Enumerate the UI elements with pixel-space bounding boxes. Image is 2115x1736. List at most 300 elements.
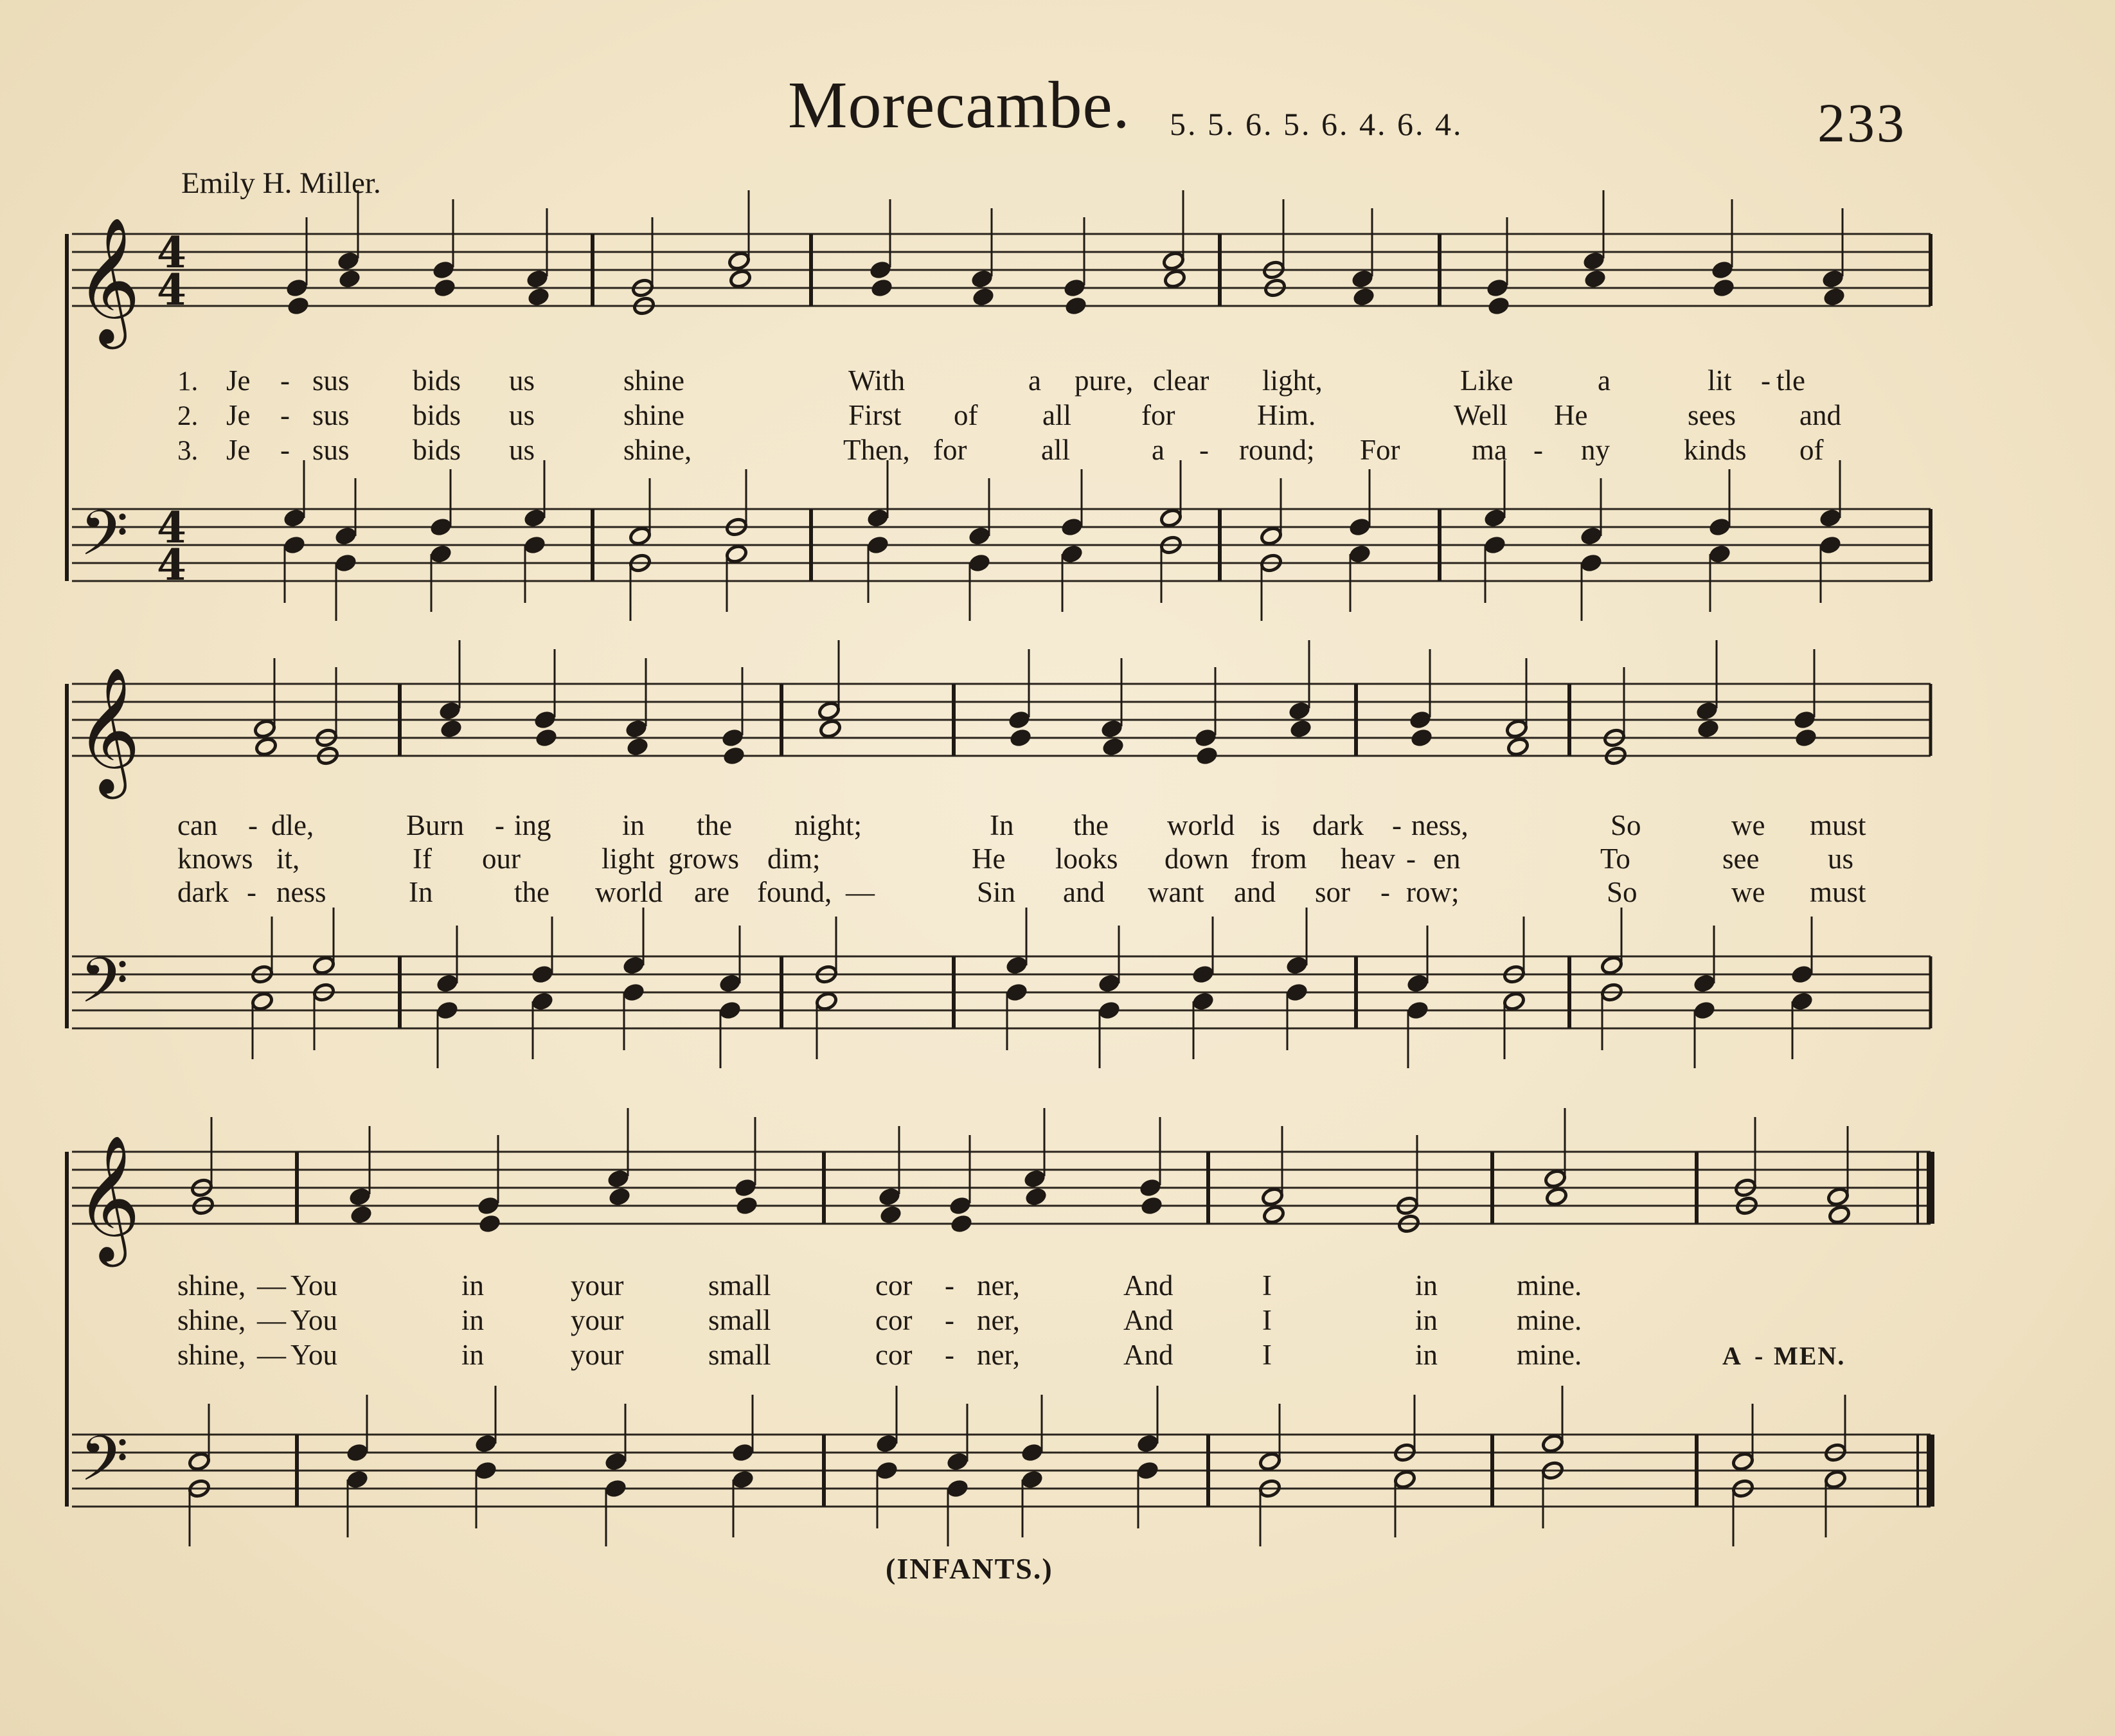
note-head [531,991,554,1012]
note-head [334,526,357,546]
lyric-syllable: ma [1472,434,1507,466]
note-head [478,1213,501,1234]
note-head [629,526,652,546]
note-head [1790,991,1814,1012]
lyric-syllable: small [708,1304,771,1336]
verse-number: 1. [177,366,199,397]
lyric-syllable: clear [1153,364,1209,397]
lyric-syllable: heav [1341,843,1395,875]
lyric-syllable: cor [875,1339,913,1371]
lyric-syllable: in [461,1304,485,1336]
note-head [474,1433,497,1454]
note-head [1005,955,1028,976]
lyric-syllable: found, [757,876,832,908]
note-head [1262,1204,1285,1225]
lyric-syllable: So [1607,876,1638,908]
note-head [879,1204,902,1225]
lyric-syllable: in [1415,1339,1438,1371]
lyric-syllable: and [1799,399,1841,431]
note-head [1819,535,1842,555]
lyric-syllable: If [413,843,432,875]
lyric-syllable: To [1600,843,1630,875]
lyric-syllable: world [595,876,663,908]
note-head [870,278,893,298]
note-head [1711,260,1734,280]
treble-clef: 𝄞 [76,667,141,794]
note-head [1021,1442,1044,1463]
lyric-syllable: a [1152,434,1165,466]
note-head [1697,719,1720,739]
lyric-syllable: can [177,809,218,841]
note-head [1731,1451,1754,1472]
lyric-syllable: - [1761,364,1771,397]
note-head [1483,508,1506,528]
lyric-syllable: and [1063,876,1105,908]
lyric-syllable: ing [514,809,551,841]
note-head [1005,982,1028,1003]
note-head [718,1000,742,1021]
lyric-syllable: - [1392,809,1402,841]
lyric-syllable: are [694,876,729,908]
note-head [819,719,842,739]
note-head [283,508,306,528]
note-head [1162,251,1185,271]
lyric-syllable: ny [1581,434,1610,466]
lyric-syllable: your [571,1269,624,1302]
verse-number: 2. [177,401,199,431]
lyric-syllable: sus [312,434,350,466]
lyric-syllable: I [1262,1304,1272,1336]
note-head [869,260,892,280]
time-signature-top: 4 [157,503,186,553]
lyric-syllable: Sin [977,876,1016,908]
lyric-syllable: - [1533,434,1543,466]
note-head [251,991,274,1012]
lyric-syllable: cor [875,1304,913,1336]
note-head [875,1433,898,1454]
note-head [338,269,361,289]
lyric-syllable: grows [668,843,739,875]
lyric-syllable: world [1167,809,1235,841]
note-head [188,1451,211,1472]
note-head [972,287,995,307]
lyric-syllable: bids [413,399,461,431]
note-head [970,269,994,289]
note-head [1821,269,1844,289]
note-head [1544,1168,1567,1189]
note-head [718,973,742,994]
note-head [1708,544,1731,564]
lyric-syllable: Like [1460,364,1513,397]
lyric-syllable: - [247,876,256,908]
lyric-syllable: in [622,809,645,841]
note-head [1191,964,1215,985]
note-head [1582,251,1605,271]
note-head [1712,278,1735,298]
note-head [1351,269,1374,289]
note-head [866,535,889,555]
note-head [1100,719,1123,739]
note-head [1289,719,1312,739]
note-head [477,1195,500,1216]
lyric-syllable: I [1262,1269,1272,1302]
note-head [1545,1186,1568,1207]
lyric-syllable: - [1199,434,1209,466]
lyric-syllable: of [1799,434,1824,466]
note-head [1008,710,1031,730]
note-head [535,728,558,748]
note-head [1102,737,1125,757]
lyric-syllable: kinds [1684,434,1747,466]
lyric-syllable: ness, [1411,809,1468,841]
caption: (INFANTS.) [886,1552,1053,1585]
note-head [1505,719,1528,739]
lyric-syllable: For [1360,434,1400,466]
note-head [878,1186,901,1207]
note-head [1409,710,1432,730]
note-head [866,508,889,528]
note-head [1695,701,1718,721]
note-head [1159,508,1182,528]
note-head [1288,701,1311,721]
lyric-syllable: it, [276,843,300,875]
note-head [1024,1186,1048,1207]
lyric-syllable: in [1415,1304,1438,1336]
lyric-syllable: — [257,1304,286,1336]
note-head [731,1442,754,1463]
lyric-syllable: - [280,434,290,466]
lyric-syllable: ness [276,876,326,908]
lyric-syllable: must [1810,809,1866,841]
note-head [1410,728,1433,748]
note-head [622,955,645,976]
lyric-syllable: we [1731,809,1765,841]
verse-number: 3. [177,436,199,466]
note-head [1794,728,1817,748]
amen-syllable: A [1722,1341,1742,1370]
note-head [253,719,276,739]
note-head [1258,1451,1281,1472]
lyric-syllable: - [280,399,290,431]
note-head [817,701,841,721]
note-head [346,1442,369,1463]
note-head [474,1460,497,1481]
lyric-syllable: ner, [977,1304,1020,1336]
note-head [312,955,335,976]
note-head [254,737,278,757]
note-head [1064,296,1087,316]
note-head [1352,287,1375,307]
lyric-syllable: small [708,1269,771,1302]
note-head [1136,1433,1159,1454]
lyric-syllable: shine, [177,1269,246,1302]
lyric-syllable: us [509,364,535,397]
lyric-syllable: we [1731,876,1765,908]
lyric-syllable: And [1123,1339,1174,1371]
note-head [526,269,549,289]
note-head [1824,1469,1847,1490]
note-head [1136,1460,1159,1481]
lyric-syllable: bids [413,434,461,466]
lyric-syllable: You [290,1339,337,1371]
bass-clef: 𝄢 [80,496,129,585]
note-head [287,296,310,316]
lyric-syllable: tle [1776,364,1805,397]
lyric-syllable: us [509,399,535,431]
note-head [1139,1177,1162,1198]
note-head [1580,526,1603,546]
note-head [722,746,745,766]
note-head [1060,544,1084,564]
note-head [608,1186,631,1207]
note-head [604,1478,627,1499]
note-head [1194,728,1217,748]
treble-clef: 𝄞 [76,217,141,344]
lyric-syllable: night; [794,809,862,841]
note-head [1693,973,1716,994]
note-head [735,1195,758,1216]
lyric-syllable: I [1262,1339,1272,1371]
note-head [1708,517,1731,537]
lyric-syllable: - [248,809,258,841]
lyric-syllable: shine [623,399,684,431]
lyric-syllable: dark [177,876,229,908]
lyric-syllable: - [1406,843,1416,875]
note-head [1195,746,1218,766]
lyric-syllable: looks [1055,843,1118,875]
meter-label: 5. 5. 6. 5. 6. 4. 6. 4. [1170,106,1463,142]
note-head [1285,982,1308,1003]
lyric-syllable: In [990,809,1014,841]
lyric-syllable: want [1148,876,1204,908]
note-head [949,1195,972,1216]
treble-clef: 𝄞 [76,1134,141,1262]
lyric-syllable: for [933,434,967,466]
note-head [1009,728,1032,748]
note-head [1406,1000,1429,1021]
lyric-syllable: our [482,843,521,875]
note-head [815,991,838,1012]
note-head [440,719,463,739]
note-head [1260,526,1283,546]
hymn-title: Morecambe. [788,68,1130,142]
lyric-syllable: Him. [1257,399,1316,431]
lyric-syllable: knows [177,843,253,875]
note-head [1823,287,1846,307]
note-head [1819,508,1842,528]
lyric-syllable: the [697,809,732,841]
note-head [1406,973,1429,994]
note-head [1483,535,1506,555]
note-head [626,737,649,757]
note-head [604,1451,627,1472]
lyric-syllable: is [1261,809,1281,841]
lyric-syllable: row; [1406,876,1459,908]
note-head [436,1000,459,1021]
bass-clef: 𝄢 [80,944,129,1032]
note-head [1021,1469,1044,1490]
lyric-syllable: see [1722,843,1760,875]
lyric-syllable: — [846,876,875,908]
lyric-syllable: - [280,364,290,397]
bass-clef: 𝄢 [80,1422,129,1510]
note-head [1584,269,1607,289]
note-head [436,973,459,994]
note-head [1487,296,1510,316]
note-head [531,964,554,985]
page-number: 233 [1817,92,1906,154]
note-head [1285,955,1308,976]
note-head [1060,517,1084,537]
lyric-syllable: In [409,876,433,908]
note-head [1098,973,1121,994]
lyric-syllable: ner, [977,1269,1020,1302]
note-head [285,278,308,298]
note-head [1580,553,1603,573]
note-head [875,1460,898,1481]
note-head [429,544,452,564]
lyric-syllable: First [848,399,902,431]
note-head [1793,710,1816,730]
note-head [1348,544,1371,564]
note-head [1023,1168,1046,1189]
lyric-syllable: the [1073,809,1109,841]
lyric-syllable: us [509,434,535,466]
lyric-syllable: Well [1454,399,1508,431]
note-head [1506,737,1530,757]
lyric-syllable: dark [1312,809,1364,841]
lyric-syllable: small [708,1339,771,1371]
lyric-syllable: shine [623,364,684,397]
lyric-syllable: sees [1688,399,1736,431]
lyric-syllable: dim; [767,843,821,875]
note-head [1503,991,1526,1012]
lyric-syllable: all [1042,399,1071,431]
lyric-syllable: and [1234,876,1276,908]
note-head [625,719,648,739]
amen-syllable: MEN. [1774,1341,1846,1370]
lyric-syllable: us [1828,843,1854,875]
lyric-syllable: all [1041,434,1070,466]
lyric-syllable: He [1554,399,1588,431]
lyric-syllable: shine, [177,1304,246,1336]
lyric-syllable: from [1251,843,1307,875]
note-head [1098,1000,1121,1021]
note-head [1486,278,1509,298]
lyric-syllable: for [1141,399,1175,431]
time-signature-bottom: 4 [157,265,186,315]
lyric-syllable: must [1810,876,1866,908]
lyric-syllable: shine, [177,1339,246,1371]
lyric-syllable: sus [312,399,350,431]
lyric-syllable: - [945,1269,954,1302]
lyric-syllable: - [945,1304,954,1336]
note-head [1600,955,1623,976]
note-head [1348,517,1371,537]
lyric-syllable: bids [413,364,461,397]
note-head [348,1186,371,1207]
note-head [725,544,748,564]
lyric-syllable: You [290,1269,337,1302]
note-head [968,553,991,573]
note-head [727,251,751,271]
note-head [1393,1469,1416,1490]
lyric-syllable: Then, [843,434,910,466]
lyric-syllable: en [1433,843,1461,875]
lyric-syllable: dle, [271,809,314,841]
note-head [433,278,456,298]
lyric-syllable: shine, [623,434,692,466]
note-head [523,508,546,528]
note-head [533,710,557,730]
lyric-syllable: And [1123,1304,1174,1336]
amen-syllable: - [1754,1341,1765,1370]
lyric-syllable: — [257,1339,286,1371]
lyric-syllable: lit [1708,364,1732,397]
note-head [334,553,357,573]
note-head [946,1478,969,1499]
lyric-syllable: So [1611,809,1641,841]
note-head [950,1213,973,1234]
lyric-syllable: - [495,809,504,841]
note-head [729,269,752,289]
lyric-syllable: Je [226,434,251,466]
lyric-syllable: ner, [977,1339,1020,1371]
note-head [1261,1186,1284,1207]
lyric-syllable: - [1380,876,1390,908]
note-head [734,1177,757,1198]
lyric-syllable: - [945,1339,954,1371]
lyric-syllable: in [461,1339,485,1371]
lyric-syllable: You [290,1304,337,1336]
lyric-syllable: sor [1315,876,1350,908]
note-head [346,1469,369,1490]
lyric-syllable: round; [1239,434,1315,466]
note-head [1191,991,1215,1012]
lyric-syllable: a [1028,364,1041,397]
time-signature-bottom: 4 [157,540,186,590]
lyric-syllable: of [954,399,978,431]
time-signature-top: 4 [157,228,186,278]
lyric-syllable: With [848,364,906,397]
lyric-syllable: in [1415,1269,1438,1302]
lyric-syllable: down [1165,843,1229,875]
note-head [1693,1000,1716,1021]
lyric-syllable: in [461,1269,485,1302]
lyric-syllable: mine. [1517,1304,1582,1336]
note-head [523,535,546,555]
note-head [1163,269,1186,289]
note-head [622,982,645,1003]
note-head [350,1204,373,1225]
note-head [1063,278,1086,298]
note-head [429,517,452,537]
note-head [337,251,360,271]
lyric-syllable: your [571,1304,624,1336]
note-head [1826,1186,1850,1207]
lyric-syllable: cor [875,1269,913,1302]
lyric-syllable: your [571,1339,624,1371]
note-head [721,728,744,748]
note-head [946,1451,969,1472]
lyric-syllable: Burn [406,809,464,841]
note-head [731,1469,754,1490]
note-head [438,701,461,721]
lyric-syllable: mine. [1517,1339,1582,1371]
lyric-syllable: Je [226,364,251,397]
note-head [1828,1204,1851,1225]
lyric-syllable: the [514,876,549,908]
